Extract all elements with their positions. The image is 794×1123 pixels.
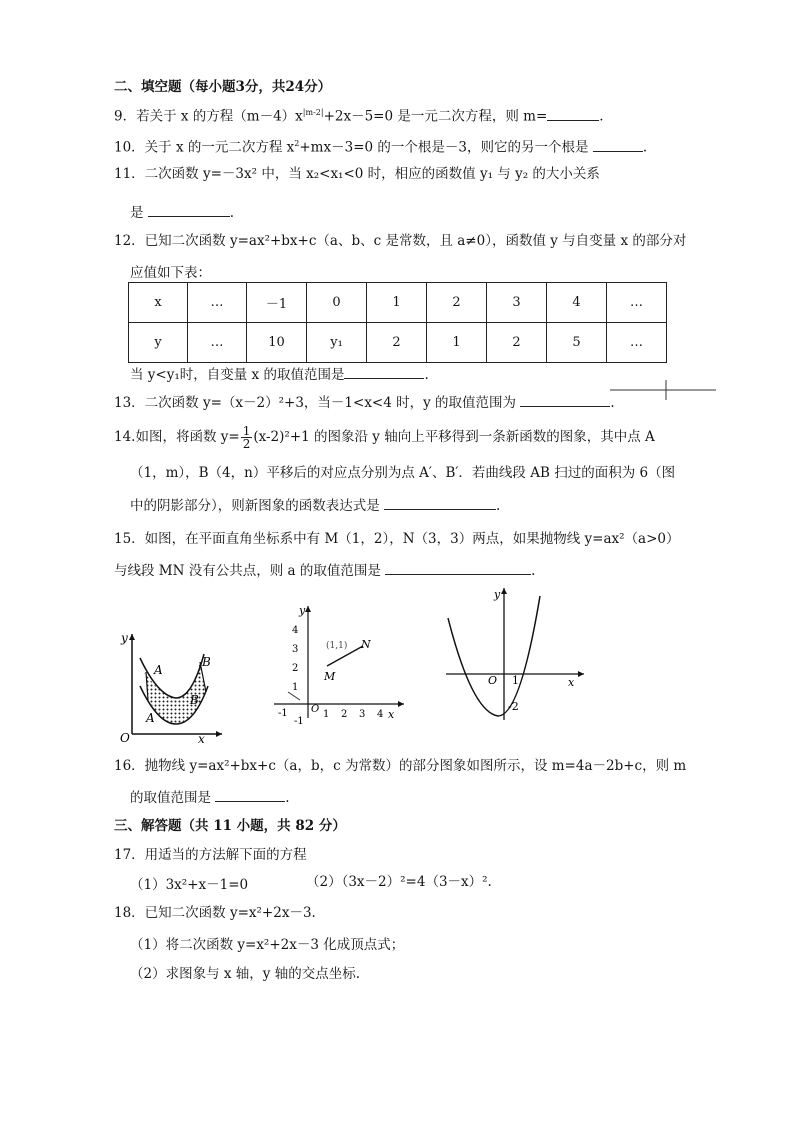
label-origin: O <box>311 704 320 715</box>
figure-2-segment-mn <box>268 600 410 728</box>
table-cell: … <box>607 323 667 363</box>
x-axis-arrow <box>398 701 404 707</box>
table-cell: 10 <box>247 323 307 363</box>
question-12-after-table: 当 y<y₁时，自变量 x 的取值范围是 . <box>130 364 429 384</box>
table-cell: … <box>188 283 247 323</box>
q14-answer-blank[interactable] <box>384 495 496 510</box>
table-cell: 2 <box>427 283 487 323</box>
question-17-part1: （1）3x²+x－1=0 <box>130 877 249 893</box>
q14-post: (x-2)²+1 的图象沿 y 轴向上平移得到一条新函数的图象，其中点 A <box>253 429 655 445</box>
y-tick-label: 2 <box>292 663 299 674</box>
label-x: x <box>198 732 205 744</box>
question-17-line1: 17．用适当的方法解下面的方程 <box>114 847 307 863</box>
question-14-line1 <box>114 422 655 452</box>
q13-answer-blank[interactable] <box>520 392 610 407</box>
q12-after-text: 当 y<y₁时，自变量 x 的取值范围是 <box>130 367 345 383</box>
label-n: N <box>361 638 371 651</box>
q14-frac-den: 2 <box>242 437 251 451</box>
neg-y-tick-label: -1 <box>294 716 304 727</box>
q9-exponent: |m-2| <box>302 108 324 117</box>
question-11-line2: 是 . <box>130 202 234 222</box>
table-row-y <box>129 323 667 363</box>
label-b-upper: B <box>202 655 211 669</box>
value-table <box>128 282 667 363</box>
q9-suffix: +2x－5=0 是一元二次方程，则 m= <box>323 108 548 125</box>
curve-fragment <box>288 692 300 700</box>
q15-answer-blank[interactable] <box>385 560 531 575</box>
x-tick-label: 4 <box>377 709 384 720</box>
question-16-line1: 16．抛物线 y=ax²+bx+c（a，b，c 为常数）的部分图象如图所示，设 m=4a－2b+c，则 m <box>114 758 687 774</box>
table-cell: 2 <box>487 323 547 363</box>
label-m: M <box>324 670 336 683</box>
q16-line2-text: 的取值范围是 <box>130 790 211 806</box>
label-neg-two: -2 <box>508 700 519 713</box>
scan-mark <box>608 378 720 402</box>
label-b-lower: B <box>190 693 199 707</box>
label-a-lower: A <box>146 711 155 725</box>
question-14-line2: （1，m），B（4，n）平移后的对应点分别为点 A′、B′．若曲线段 AB 扫过的面积为 6（图 <box>130 465 676 481</box>
label-a-upper: A <box>154 663 163 677</box>
table-cell: 4 <box>547 283 607 323</box>
label-y: y <box>121 631 128 645</box>
question-13: 13．二次函数 y=（x－2）²+3，当－1<x<4 时，y 的取值范围为 . <box>114 392 615 412</box>
table-cell: －1 <box>247 283 307 323</box>
question-15-line1: 15．如图，在平面直角坐标系中有 M（1，2），N（3，3）两点，如果抛物线 y=ax²（a>0） <box>114 531 680 547</box>
q14-pre: 14.如图，将函数 y= <box>114 429 240 445</box>
q14-frac-num: 1 <box>242 424 251 438</box>
question-15-line2: 与线段 MN 没有公共点，则 a 的取值范围是 . <box>114 560 535 580</box>
q16-answer-blank[interactable] <box>215 787 285 802</box>
question-18-part2: （2）求图象与 x 轴，y 轴的交点坐标. <box>130 966 360 982</box>
q12-answer-blank[interactable] <box>344 364 424 379</box>
table-cell: 3 <box>487 283 547 323</box>
section-heading-answer: 三、解答题（共 11 小题，共 82 分） <box>114 818 346 834</box>
question-18-line1: 18．已知二次函数 y=x²+2x－3. <box>114 905 316 921</box>
q11-answer-blank[interactable] <box>148 202 230 217</box>
y-tick-label: 3 <box>292 644 299 655</box>
question-18-part1: （1）将二次函数 y=x²+2x－3 化成顶点式； <box>130 937 405 953</box>
handwritten-note: (1,1) <box>326 641 348 651</box>
label-y: y <box>494 588 501 601</box>
q10-answer-blank[interactable] <box>593 137 643 152</box>
q15-line2-text: 与线段 MN 没有公共点，则 a 的取值范围是 <box>114 563 381 579</box>
table-cell: 0 <box>307 283 367 323</box>
table-cell: … <box>607 283 667 323</box>
q10-exponent: 2 <box>294 139 300 148</box>
y-axis-arrow <box>501 588 507 594</box>
question-14-line3: 中的阴影部分），则新图象的函数表达式是 . <box>130 495 500 515</box>
x-tick-label: 1 <box>323 709 330 720</box>
question-12-line2: 应值如下表： <box>130 265 211 281</box>
neg-x-tick-label: -1 <box>278 708 288 719</box>
x-axis-arrow <box>578 671 584 677</box>
q10-prefix: 10．关于 x 的一元二次方程 x <box>114 139 295 156</box>
q13-text: 13．二次函数 y=（x－2）²+3，当－1<x<4 时，y 的取值范围为 <box>114 395 517 411</box>
table-cell: 2 <box>367 323 427 363</box>
table-cell: … <box>188 323 247 363</box>
label-x: x <box>568 676 575 689</box>
table-cell: 1 <box>427 323 487 363</box>
parabola-curve <box>448 596 540 716</box>
label-x: x <box>388 708 395 721</box>
label-one: 1 <box>512 674 519 687</box>
table-cell: 1 <box>367 283 427 323</box>
q9-prefix: 9．若关于 x 的方程（m－4）x <box>114 108 303 125</box>
label-origin: O <box>488 674 498 687</box>
question-11-line1: 11．二次函数 y=－3x² 中，当 x₂<x₁<0 时，相应的函数值 y₁ 与 y₂ 的大小关系 <box>114 166 600 182</box>
question-16-line2: 的取值范围是 . <box>130 787 290 807</box>
x-tick-label: 3 <box>359 709 366 720</box>
x-tick-label: 2 <box>341 709 348 720</box>
table-cell: 5 <box>547 323 607 363</box>
table-row-x <box>129 283 667 323</box>
figure-3-parabola <box>442 584 590 722</box>
q14-line3-text: 中的阴影部分），则新图象的函数表达式是 <box>130 498 380 514</box>
q10-suffix: +mx－3=0 的一个根是－3，则它的另一个根是 <box>299 139 589 156</box>
question-12-line1: 12．已知二次函数 y=ax²+bx+c（a、b、c 是常数，且 a≠0），函数值 y 与自变量 x 的部分对 <box>114 233 687 249</box>
question-17-part2: （2）（3x－2）²=4（3－x）². <box>306 874 492 890</box>
q14-fraction <box>241 425 253 450</box>
y-tick-label: 1 <box>292 682 299 693</box>
table-cell: x <box>129 283 188 323</box>
table-cell: y₁ <box>307 323 367 363</box>
question-10: 10．关于 x 的一元二次方程 $x^2+mx-3=0$ 的一个根是－3，则它的另一个根是 . <box>114 135 647 157</box>
figure-1-shaded-parabolas <box>118 628 224 744</box>
x-axis-arrow <box>216 731 222 737</box>
label-y: y <box>299 604 306 617</box>
q11-lead: 是 <box>130 205 144 221</box>
label-origin: O <box>120 731 130 744</box>
q9-answer-blank[interactable] <box>547 106 599 121</box>
question-9: 9．若关于 x 的方程$(m-4)x^{|m-2|}+2x-5=0$ 是一元二次方程，则 m= . <box>114 104 604 126</box>
y-axis-arrow <box>129 634 135 640</box>
section-heading-fill-blank: 二、填空题（每小题3分，共24分） <box>114 79 332 95</box>
y-axis-arrow <box>305 606 311 612</box>
table-cell: y <box>129 323 188 363</box>
y-tick-label: 4 <box>292 625 299 636</box>
